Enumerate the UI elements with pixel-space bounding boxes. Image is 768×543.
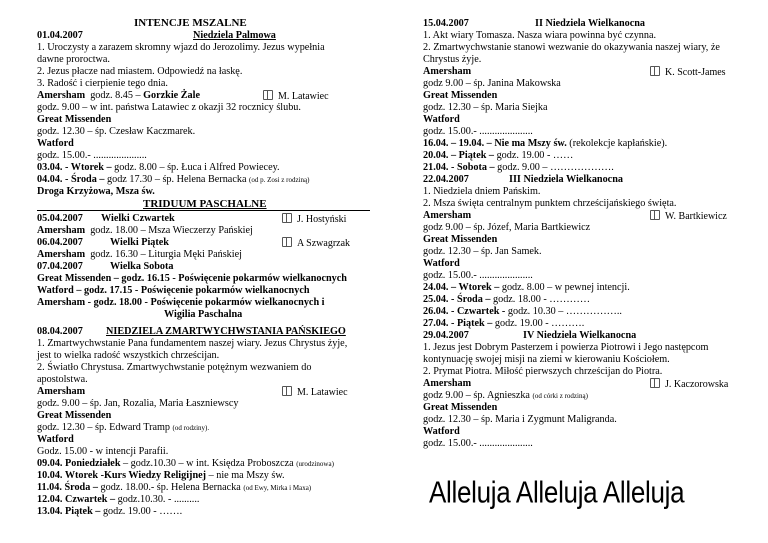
text-line: godz. 15.00.- .....................: [423, 270, 533, 281]
text-line: 1. Akt wiary Tomasza. Nasza wiara powinna być czynna.: [423, 30, 657, 41]
text-line: Amersham - godz. 18.00 - Poświęcenie pokarmów wielkanocnych i: [37, 297, 325, 308]
alleluia-banner: Alleluja Alleluja Alleluja: [429, 474, 685, 510]
reader-note: [650, 210, 727, 222]
text-line: 1. Zmartwychwstanie Pana fundamentem naszej wiary. Jezus Chrystus żyje,: [37, 338, 348, 349]
date: 22.04.2007: [423, 174, 469, 185]
parish-name: Great Missenden: [423, 402, 498, 413]
mass-intention: godz. 16.30 – Liturgia Męki Pańskiej: [90, 249, 242, 260]
text-line: godz. 12.30 – śp. Maria i Zygmunt Maligranda.: [423, 414, 617, 425]
text-line: 1. Uroczysty a zarazem skromny wjazd do Jerozolimy. Jezus wypełnia: [37, 42, 325, 53]
reader-note: [650, 66, 726, 78]
reader-note: [263, 90, 329, 102]
weekday: 26.04. - Czwartek -: [423, 306, 506, 317]
reader-name: M. Latawiec: [278, 91, 329, 102]
mass-intention: godz. 10.30 – ……………..: [507, 306, 622, 317]
mass-intention: godz 17.30 – śp. Helena Bernacka: [107, 174, 247, 185]
mass-intention: godz. 8.00 – w pewnej intencji.: [501, 282, 630, 293]
mass-intention: – nie ma Mszy św.: [208, 470, 285, 481]
text-line: godz. 15.00.- .....................: [423, 126, 533, 137]
donor-note: (od rodziny).: [172, 424, 210, 432]
text-line: 2. Jezus płacze nad miastem. Odpowiedź na łaskę.: [37, 66, 243, 77]
mass-title: Gorzkie Żale: [143, 90, 200, 101]
day-title: Wielka Sobota: [110, 261, 174, 272]
parish-name: Watford: [37, 138, 74, 149]
text-line: 1. Jezus jest Dobrym Pasterzem i powierza Piotrowi i Jego następcom: [423, 342, 709, 353]
text-line: godz 9.00 – śp. Józef, Maria Bartkiewicz: [423, 222, 591, 233]
weekday: 20.04. – Piątek –: [423, 150, 495, 161]
text-line: godz 9.00 – śp. Janina Makowska: [423, 78, 561, 89]
date: 01.04.2007: [37, 30, 83, 41]
reader-name: M. Latawiec: [297, 387, 348, 398]
reader-name: J. Kaczorowska: [665, 379, 729, 390]
weekday: 04.04. - Środa –: [37, 174, 105, 185]
mass-intention: godz. 19.00 - …….: [102, 506, 183, 517]
book-icon: [282, 386, 292, 396]
text-line: Droga Krzyżowa, Msza św.: [37, 186, 155, 197]
text-line: godz. 15.00.- .....................: [423, 438, 533, 449]
text-line: 2. Światło Chrystusa. Zmartwychwstanie potężnym wezwaniem do: [37, 362, 312, 373]
weekday: 16.04. – 19.04. – Nie ma Mszy św.: [423, 138, 567, 149]
mass-intention: godz. 18.00 – Msza Wieczerzy Pańskiej: [90, 225, 253, 236]
reader-note: [282, 237, 350, 249]
text-line: 2. Zmartwychwstanie stanowi wezwanie do okazywania naszej wiary, że: [423, 42, 720, 53]
weekday: 13.04. Piątek –: [37, 506, 101, 517]
text-line: [37, 162, 280, 173]
parish-name: Watford: [423, 258, 460, 269]
text-line: godz. 15.00.- .....................: [37, 150, 147, 161]
text-line: [37, 494, 199, 505]
date: 07.04.2007: [37, 261, 83, 272]
book-icon: [650, 210, 660, 220]
weekday: 10.04. Wtorek -Kurs Wiedzy Religijnej: [37, 470, 207, 481]
parish-name: Watford: [423, 426, 460, 437]
text-line: godz. 9.00 – w int. państwa Latawiec z okazji 32 rocznicy ślubu.: [37, 102, 301, 113]
text-line: 1. Niedziela dniem Pańskim.: [423, 186, 541, 197]
text-line: dawne proroctwa.: [37, 54, 110, 65]
mass-intention: godz. 12.30 – śp. Edward Tramp: [37, 422, 170, 433]
text-line: Watford – godz. 17.15 - Poświęcenie pokarmów wielkanocnych: [37, 285, 310, 296]
mass-intention: godz. 9.00 – ……………….: [497, 162, 614, 173]
day-title: Wielki Piątek: [110, 237, 169, 248]
text-line: [37, 174, 309, 186]
text-line: [423, 318, 584, 329]
weekday: 27.04. - Piątek –: [423, 318, 493, 329]
donor-note: (od Ewy, Mirka i Maxa): [243, 484, 312, 492]
reader-note: [282, 386, 348, 398]
mass-intention: godz. 18.00.- śp. Helena Bernacka: [100, 482, 241, 493]
day-title: Wielki Czwartek: [101, 213, 175, 224]
text-line: kontynuację swojej misji na ziemi w kierowaniu Kościołem.: [423, 354, 670, 365]
mass-intention: godz. 8.00 – śp. Łuca i Alfred Powiecey.: [114, 162, 280, 173]
reader-name: W. Bartkiewicz: [665, 211, 727, 222]
date: 15.04.2007: [423, 18, 469, 29]
weekday: 24.04. – Wtorek –: [423, 282, 500, 293]
parish-name: Amersham: [423, 66, 472, 77]
reader-note: [650, 378, 728, 390]
weekday: 09.04. Poniedziałek: [37, 458, 121, 469]
donor-note: (od p. Zosi z rodziną): [249, 176, 310, 184]
text-line: 2. Prymat Piotra. Miłość pierwszych chrześcijan do Piotra.: [423, 366, 663, 377]
text-line: [423, 162, 614, 173]
text-line: Chrystus żyje.: [423, 54, 482, 65]
book-icon: [650, 66, 660, 76]
text-line: [37, 470, 285, 481]
date: 08.04.2007: [37, 326, 83, 337]
weekday: 12.04. Czwartek –: [37, 494, 116, 505]
weekday: 21.04. - Sobota –: [423, 162, 495, 173]
sunday-title: IV Niedziela Wielkanocna: [523, 330, 637, 341]
date: 29.04.2007: [423, 330, 469, 341]
text-line: [37, 482, 311, 494]
parish-name: Amersham: [37, 225, 86, 236]
text-line: [423, 390, 588, 402]
sunday-title: Niedziela Palmowa: [193, 30, 276, 41]
parish-name: Amersham: [37, 249, 86, 260]
text-line: godz. 12.30 – śp. Czesław Kaczmarek.: [37, 126, 196, 137]
mass-intention: (rekolekcje kapłańskie).: [569, 138, 668, 149]
text-line: [423, 150, 573, 161]
page-title: INTENCJE MSZALNE: [134, 17, 247, 29]
text-line: jest to wielka radość wszystkich chrześcijan.: [37, 350, 220, 361]
divider: [37, 210, 370, 211]
reader-name: J. Hostyński: [297, 214, 347, 225]
text-line: [37, 506, 182, 517]
parish-name: Amersham: [37, 90, 86, 101]
text-line: Godz. 15.00 - w intencji Parafii.: [37, 446, 169, 457]
text-line: [37, 422, 209, 434]
reader-name: A Szwagrzak: [297, 238, 351, 249]
text-line: 3. Radość i cierpienie tego dnia.: [37, 78, 168, 89]
text-line: [423, 306, 622, 317]
sunday-title: NIEDZIELA ZMARTWYCHWSTANIA PAŃSKIEGO: [106, 326, 346, 337]
book-icon: [263, 90, 273, 100]
book-icon: [282, 237, 292, 247]
parish-name: Amersham: [37, 386, 86, 397]
section-title: TRIDUUM PASCHALNE: [143, 198, 267, 210]
parish-name: Great Missenden: [423, 90, 498, 101]
mass-intention: godz. 18.00 - …………: [493, 294, 591, 305]
text-line: [37, 458, 334, 470]
text-line: Great Missenden – godz. 16.15 - Poświęcenie pokarmów wielkanocnych: [37, 273, 347, 284]
sunday-title: II Niedziela Wielkanocna: [535, 18, 645, 29]
parish-name: Watford: [423, 114, 460, 125]
text-line: [423, 138, 667, 149]
mass-intention: godz. 19.00 - ……: [496, 150, 574, 161]
text-line: godz. 12.30 – śp. Maria Siejka: [423, 102, 548, 113]
text-line: apostolstwa.: [37, 374, 88, 385]
weekday: 11.04. Środa –: [37, 482, 98, 493]
book-icon: [650, 378, 660, 388]
parish-name: Amersham: [423, 378, 472, 389]
mass-intention: – godz.10.30 – w int. Księdza Proboszcza: [123, 458, 294, 469]
reader-note: [282, 213, 346, 225]
text-line: godz. 12.30 – śp. Jan Samek.: [423, 246, 542, 257]
mass-intention: godz. 19.00 - ……….: [494, 318, 585, 329]
text-line: 2. Msza święta centralnym punktem chrześcijańskiego święta.: [423, 198, 677, 209]
weekday: 25.04. - Środa –: [423, 294, 491, 305]
sunday-title: III Niedziela Wielkanocna: [509, 174, 623, 185]
donor-note: (od córki z rodziną): [532, 392, 588, 400]
mass-time: godz. 8.45 –: [90, 90, 141, 101]
mass-intention: godz.10.30. - ..........: [117, 494, 200, 505]
text-line: [423, 294, 590, 305]
parish-name: Great Missenden: [423, 234, 498, 245]
parish-name: Amersham: [423, 210, 472, 221]
text-line: [37, 225, 253, 236]
date: 05.04.2007: [37, 213, 83, 224]
parish-name: Great Missenden: [37, 410, 112, 421]
text-line: [37, 90, 200, 101]
weekday: 03.04. - Wtorek –: [37, 162, 112, 173]
parish-name: Watford: [37, 434, 74, 445]
reader-name: K. Scott-James: [665, 67, 726, 78]
book-icon: [282, 213, 292, 223]
mass-intention: godz 9.00 – śp. Agnieszka: [423, 390, 530, 401]
donor-note: (urodzinowa): [296, 460, 334, 468]
text-line: godz. 9.00 – śp. Jan, Rozalia, Maria Łaszniewscy: [37, 398, 239, 409]
text-line: Wigilia Paschalna: [164, 309, 243, 320]
text-line: [37, 249, 242, 260]
text-line: [423, 282, 630, 293]
parish-name: Great Missenden: [37, 114, 112, 125]
date: 06.04.2007: [37, 237, 83, 248]
